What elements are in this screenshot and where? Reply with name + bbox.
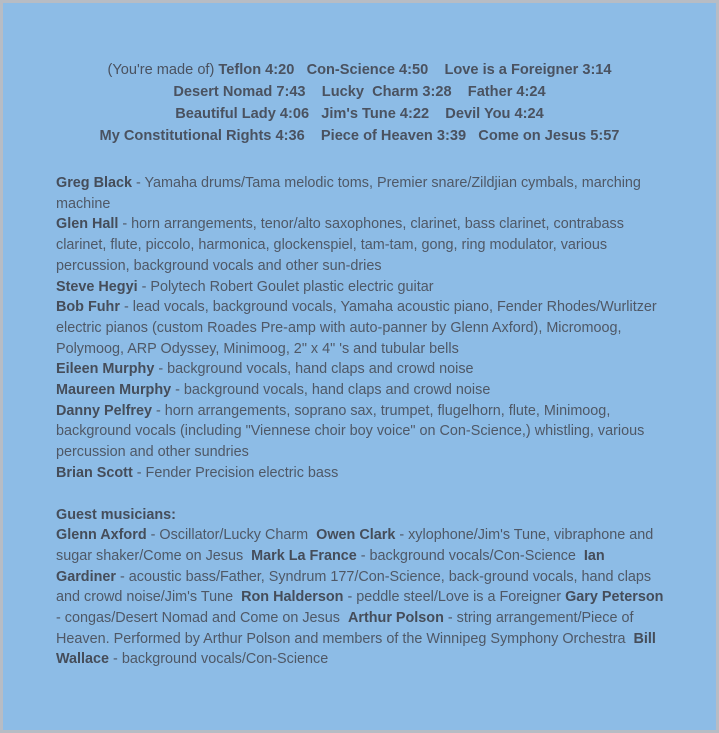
member-role: - background vocals, hand claps and crowd noise	[154, 361, 474, 378]
track-item: Love is a Foreigner 3:14	[444, 62, 612, 78]
member-name: Glen Hall	[56, 216, 119, 233]
track-line	[3, 125, 716, 147]
guest-role: - background vocals/Con-Science	[109, 651, 329, 668]
member-credit	[56, 380, 666, 401]
track-line	[3, 103, 716, 125]
guest-name: Ian Gardiner	[56, 547, 605, 585]
member-name: Steve Hegyi	[56, 278, 138, 295]
member-credit	[56, 173, 666, 214]
credits	[56, 173, 666, 670]
track-list-prefix: (You're made of)	[107, 62, 215, 78]
track-line	[3, 59, 716, 81]
guest-role: - Oscillator/Lucky Charm	[146, 527, 317, 544]
member-name: Bob Fuhr	[56, 299, 120, 316]
member-credit	[56, 359, 666, 380]
member-role: - horn arrangements, tenor/alto saxophones, clarinet, bass clarinet, contrabass clarinet, flute, piccolo, harmonica, glockenspiel, tam-tam, gong, ring modulator, various percussion, background vocals and other sun-dries	[56, 216, 624, 274]
member-name: Greg Black	[56, 175, 132, 191]
guest-role: - peddle steel/Love is a Foreigner	[343, 589, 566, 606]
track-item: Come on Jesus 5:57	[478, 128, 620, 144]
guest-role: - string arrangement/Piece of Heaven. Performed by Arthur Polson and members of the Winnipeg Symphony Orchestra	[56, 610, 638, 647]
member-credit	[56, 463, 666, 484]
member-credit	[56, 277, 666, 298]
track-item: Jim's Tune 4:22	[321, 106, 430, 122]
track-item: Desert Nomad 7:43	[173, 84, 306, 100]
guest-role: - acoustic bass/Father, Syndrum 177/Con-Science, back-ground vocals, hand claps and crowd noise/Jim's Tune	[56, 568, 656, 606]
member-role: - Yamaha drums/Tama melodic toms, Premier snare/Zildjian cymbals, marching machine	[56, 175, 641, 212]
guest-role: - congas/Desert Nomad and Come on Jesus	[56, 589, 668, 627]
member-role: - background vocals, hand claps and crowd noise	[171, 382, 491, 399]
guest-name: Mark La France	[251, 547, 357, 564]
member-credit	[56, 401, 666, 463]
member-credit	[56, 214, 666, 276]
track-item: Devil You 4:24	[445, 106, 544, 122]
track-line	[3, 81, 716, 103]
track-item: Piece of Heaven 3:39	[320, 128, 467, 144]
guest-name: Arthur Polson	[347, 610, 444, 627]
guest-role: - xylophone/Jim's Tune, vibraphone and sugar shaker/Come on Jesus	[56, 527, 658, 564]
guest-musicians-heading: Guest musicians:	[56, 506, 176, 523]
member-role: - horn arrangements, soprano sax, trumpet, flugelhorn, flute, Minimoog, background vocals (including "Viennese choir boy voice" on Con-Science,) whistling, various percussion and other sundries	[56, 402, 645, 461]
guest-name: Glenn Axford	[56, 527, 147, 544]
guest-name: Bill Wallace	[56, 630, 656, 668]
guest-credits	[56, 525, 666, 670]
member-name: Danny Pelfrey	[56, 402, 152, 419]
guest-name: Ron Halderson	[241, 589, 344, 606]
track-item: Father 4:24	[467, 84, 546, 100]
member-role: - lead vocals, background vocals, Yamaha acoustic piano, Fender Rhodes/Wurlitzer electric pianos (custom Roades Pre-amp with auto-panner by Glenn Axford), Micromoog, Polymoog, ARP Odyssey, Minimoog, 2" x 4" 's and tubular bells	[56, 299, 657, 357]
member-credit	[56, 297, 666, 359]
member-role: - Polytech Robert Goulet plastic electric guitar	[137, 278, 434, 295]
track-item: Con-Science 4:50	[306, 62, 429, 78]
track-item: My Constitutional Rights 4:36	[99, 128, 305, 144]
member-name: Brian Scott	[56, 464, 133, 481]
member-name: Eileen Murphy	[56, 361, 155, 378]
member-role: - Fender Precision electric bass	[132, 464, 339, 481]
track-item: Lucky Charm 3:28	[321, 84, 452, 100]
guest-name: Owen Clark	[316, 527, 396, 544]
guest-name: Gary Peterson	[565, 589, 664, 606]
track-item: Beautiful Lady 4:06	[175, 106, 310, 122]
liner-notes-panel	[3, 3, 716, 730]
member-name: Maureen Murphy	[56, 382, 172, 399]
track-list	[3, 59, 716, 147]
guest-role: - background vocals/Con-Science	[356, 547, 584, 564]
track-item: Teflon 4:20	[218, 62, 295, 78]
